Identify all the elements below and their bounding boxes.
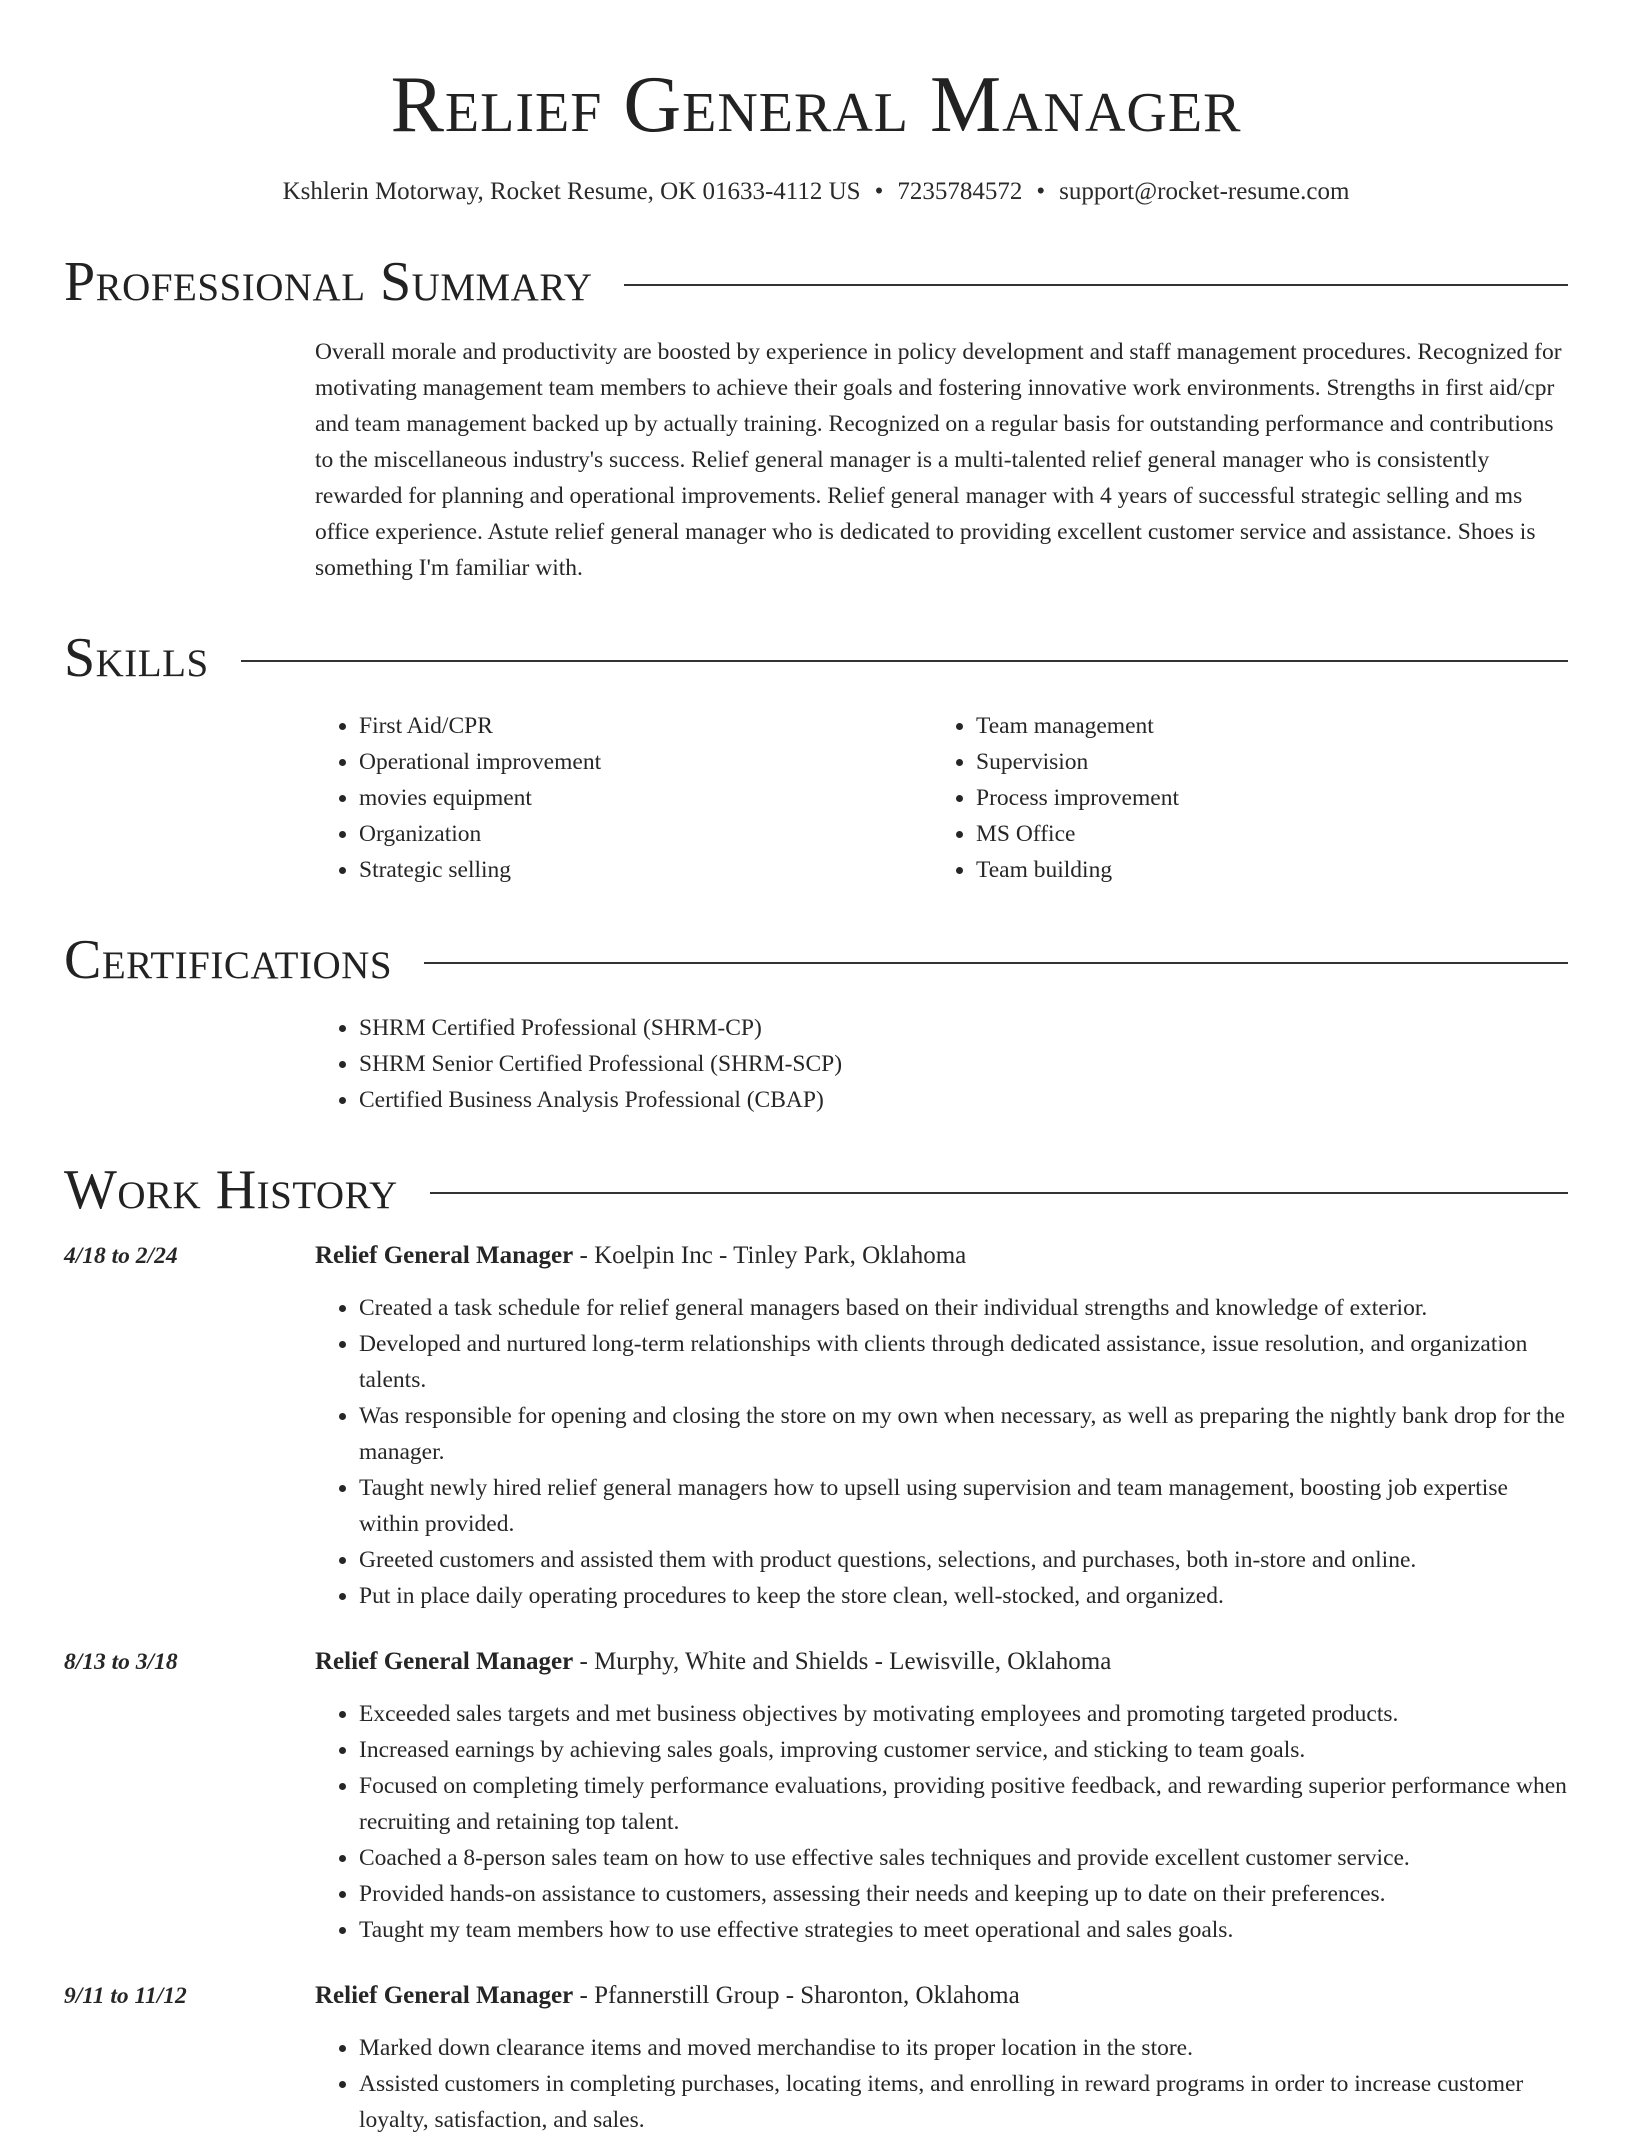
job-title: Relief General Manager (315, 1982, 574, 2009)
certification-item: • SHRM Certified Professional (SHRM-CP) (359, 1010, 1568, 1046)
job-bullet: • Coached a 8-person sales team on how to use effective sales techniques and provide excellent customer service. (359, 1840, 1568, 1876)
contact-email: support@rocket-resume.com (1059, 178, 1350, 205)
job-bullet: • Created a task schedule for relief general managers based on their individual strengths and knowledge of exterior. (359, 1290, 1568, 1326)
skill-item: • Organization (359, 816, 932, 852)
job-company-location: - Koelpin Inc - Tinley Park, Oklahoma (573, 1242, 967, 1269)
section-divider (241, 660, 1568, 662)
certifications-section-title: Certifications (64, 929, 393, 991)
skills-column-right (932, 708, 1549, 888)
job-bullet: • Provided hands-on assistance to customers, assessing their needs and keeping up to date on their preferences. (359, 1876, 1568, 1912)
certifications-list (315, 1010, 1568, 1118)
skill-item: • movies equipment (359, 780, 932, 816)
work-history-section-title: Work History (64, 1159, 398, 1221)
skills-list (315, 708, 1568, 888)
certification-item: • Certified Business Analysis Professional (CBAP) (359, 1082, 1568, 1118)
job-dates: 8/13 to 3/18 (64, 1649, 178, 1675)
skill-item: • MS Office (976, 816, 1549, 852)
summary-section-header (64, 250, 1568, 314)
job-dates: 9/11 to 11/12 (64, 1983, 187, 2009)
job-title: Relief General Manager (315, 1648, 574, 1675)
job-heading (315, 1978, 1568, 2014)
job-dates: 4/18 to 2/24 (64, 1243, 178, 1269)
job-bullet: • Was responsible for opening and closing the store on my own when necessary, as well as preparing the nightly bank drop for the manager. (359, 1398, 1568, 1470)
skills-section-header (64, 626, 1568, 690)
job-bullet: • Marked down clearance items and moved merchandise to its proper location in the store. (359, 2030, 1568, 2066)
job-bullet: • Taught newly hired relief general managers how to upsell using supervision and team management, boosting job expertise within provided. (359, 1470, 1568, 1542)
certifications-section-header (64, 928, 1568, 992)
job-bullets (315, 2030, 1568, 2138)
resume-page (64, 0, 1568, 2138)
summary-section-title: Professional Summary (64, 251, 593, 313)
summary-text: Overall morale and productivity are boosted by experience in policy development and staff management procedures. Recognized for motivating management team members to achieve their goals and fostering innovative work environments. Strengths in first aid/cpr and team management backed up by actually training. Recognized on a regular basis for outstanding performance and contributions to the miscellaneous industry's success. Relief general manager is a multi-talented relief general manager who is consistently rewarded for planning and operational improvements. Relief general manager with 4 years of successful strategic selling and ms office experience. Astute relief general manager who is dedicated to providing excellent customer service and assistance. Shoes is something I'm familiar with. (315, 339, 1562, 581)
section-divider (624, 284, 1568, 286)
job-bullet: • Developed and nurtured long-term relationships with clients through dedicated assistance, issue resolution, and organization talents. (359, 1326, 1568, 1398)
contact-phone: 7235784572 (897, 178, 1023, 205)
skill-item: • Team building (976, 852, 1549, 888)
job-bullet: • Focused on completing timely performance evaluations, providing positive feedback, and rewarding superior performance when recruiting and retaining top talent. (359, 1768, 1568, 1840)
job-bullet: • Put in place daily operating procedures to keep the store clean, well-stocked, and organized. (359, 1578, 1568, 1614)
skills-section-title: Skills (64, 627, 209, 689)
section-divider (424, 962, 1568, 964)
job-bullets (315, 1290, 1568, 1614)
job-entry (64, 1238, 1568, 1614)
contact-line (64, 174, 1568, 210)
skill-item: • Strategic selling (359, 852, 932, 888)
job-bullet: • Greeted customers and assisted them with product questions, selections, and purchases, both in-store and online. (359, 1542, 1568, 1578)
section-divider (430, 1192, 1568, 1194)
job-entry (64, 1644, 1568, 1948)
skills-column-left (315, 708, 932, 888)
job-title: Relief General Manager (315, 1242, 574, 1269)
job-entry (64, 1978, 1568, 2138)
certification-item: • SHRM Senior Certified Professional (SHRM-SCP) (359, 1046, 1568, 1082)
job-company-location: - Murphy, White and Shields - Lewisville, Oklahoma (573, 1648, 1112, 1675)
job-heading (315, 1238, 1568, 1274)
skill-item: • First Aid/CPR (359, 708, 932, 744)
contact-separator: • (874, 178, 884, 205)
job-bullets (315, 1696, 1568, 1948)
contact-separator: • (1036, 178, 1046, 205)
job-bullet: • Assisted customers in completing purchases, locating items, and enrolling in reward programs in order to increase customer loyalty, satisfaction, and sales. (359, 2066, 1568, 2138)
contact-address: Kshlerin Motorway, Rocket Resume, OK 01633-4112 US (282, 178, 861, 205)
skill-item: • Operational improvement (359, 744, 932, 780)
skill-item: • Team management (976, 708, 1549, 744)
skill-item: • Process improvement (976, 780, 1549, 816)
job-company-location: - Pfannerstill Group - Sharonton, Oklahoma (573, 1982, 1020, 2009)
job-bullet: • Increased earnings by achieving sales goals, improving customer service, and sticking to team goals. (359, 1732, 1568, 1768)
work-history-section-header (64, 1158, 1568, 1222)
job-body (315, 1238, 1568, 1614)
job-bullet: • Exceeded sales targets and met business objectives by motivating employees and promoting targeted products. (359, 1696, 1568, 1732)
job-bullet: • Taught my team members how to use effective strategies to meet operational and sales goals. (359, 1912, 1568, 1948)
job-heading (315, 1644, 1568, 1680)
skill-item: • Supervision (976, 744, 1549, 780)
job-body (315, 1978, 1568, 2138)
resume-name-title: Relief General Manager (390, 61, 1242, 149)
job-body (315, 1644, 1568, 1948)
